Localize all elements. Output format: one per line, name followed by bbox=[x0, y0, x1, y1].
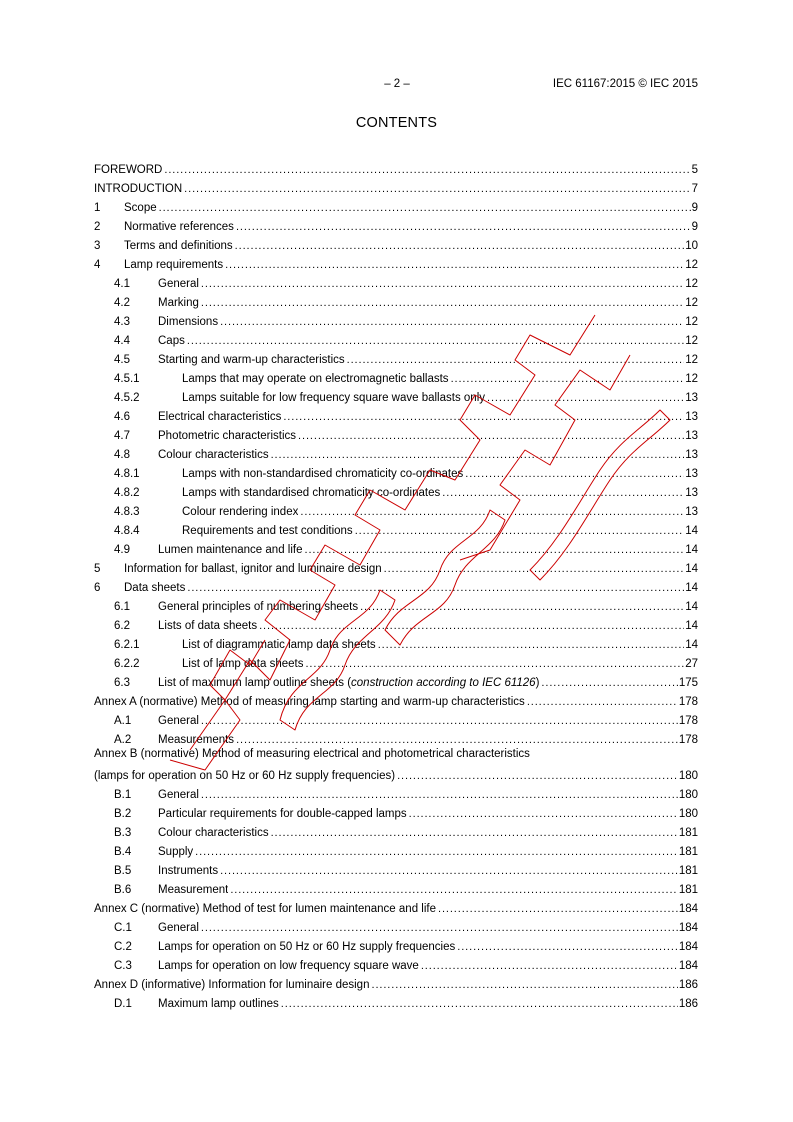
toc-leader-dots bbox=[360, 600, 684, 613]
toc-entry-title: General principles of numbering sheets bbox=[158, 601, 359, 613]
toc-entry-page: 27 bbox=[685, 658, 698, 670]
toc-entry-number: 1 bbox=[94, 202, 101, 214]
toc-entry[interactable] bbox=[94, 233, 698, 252]
toc-entry-page: 14 bbox=[685, 620, 698, 632]
toc-entry-title: Lamps for operation on 50 Hz or 60 Hz supply frequencies bbox=[158, 941, 456, 953]
toc-entry-title: Starting and warm-up characteristics bbox=[158, 354, 345, 366]
toc-entry-title: INTRODUCTION bbox=[94, 183, 183, 195]
toc-leader-dots bbox=[421, 959, 678, 972]
toc-leader-dots bbox=[409, 807, 678, 820]
toc-leader-dots bbox=[487, 391, 684, 404]
toc-entry-page: 13 bbox=[685, 449, 698, 461]
toc-leader-dots bbox=[527, 695, 678, 708]
toc-entry-page: 12 bbox=[685, 316, 698, 328]
toc-entry-page: 180 bbox=[678, 770, 698, 782]
toc-entry-number: 4.8 bbox=[114, 449, 130, 461]
toc-entry-number: B.5 bbox=[114, 865, 132, 877]
toc-entry[interactable] bbox=[94, 404, 698, 423]
toc-entry-title: Maximum lamp outlines bbox=[158, 998, 279, 1010]
toc-entry-page: 181 bbox=[678, 846, 698, 858]
toc-entry-title: Requirements and test conditions bbox=[182, 525, 353, 537]
toc-entry-number: 6.2.2 bbox=[114, 658, 140, 670]
toc-entry[interactable] bbox=[94, 347, 698, 366]
toc-entry[interactable] bbox=[94, 651, 698, 670]
toc-entry-title: Annex B (normative) Method of measuring electrical and photometrical characteristics bbox=[94, 748, 530, 760]
toc-entry-title: Information for ballast, ignitor and luminaire design bbox=[124, 563, 382, 575]
toc-entry-page: 180 bbox=[678, 808, 698, 820]
toc-entry-number: 4.9 bbox=[114, 544, 130, 556]
toc-entry-page: 13 bbox=[685, 506, 698, 518]
toc-entry-title: Instruments bbox=[158, 865, 219, 877]
toc-leader-dots bbox=[271, 826, 678, 839]
toc-entry[interactable] bbox=[94, 461, 698, 480]
toc-leader-dots bbox=[187, 581, 684, 594]
toc-entry-number: D.1 bbox=[114, 998, 132, 1010]
toc-entry-page: 181 bbox=[678, 865, 698, 877]
toc-entry-title: List of lamp data sheets bbox=[182, 658, 304, 670]
toc-entry-page: 12 bbox=[685, 278, 698, 290]
toc-entry[interactable] bbox=[94, 801, 698, 820]
toc-entry-number: C.3 bbox=[114, 960, 132, 972]
toc-entry-number: 4.5 bbox=[114, 354, 130, 366]
toc-leader-dots bbox=[298, 429, 684, 442]
toc-entry-number: 3 bbox=[94, 240, 101, 252]
toc-entry-title: General bbox=[158, 715, 199, 727]
toc-entry-title: Terms and definitions bbox=[124, 240, 233, 252]
toc-entry-title-italic: construction according to IEC 61126 bbox=[351, 677, 536, 689]
toc-entry-page: 13 bbox=[685, 487, 698, 499]
toc-entry-number: B.2 bbox=[114, 808, 132, 820]
toc-entry-number: B.6 bbox=[114, 884, 132, 896]
toc-entry-title: Electrical characteristics bbox=[158, 411, 282, 423]
toc-entry[interactable] bbox=[94, 176, 698, 195]
toc-entry-number: A.1 bbox=[114, 715, 132, 727]
toc-entry-number: B.3 bbox=[114, 827, 132, 839]
header-page-number: – 2 – bbox=[384, 78, 410, 90]
toc-leader-dots bbox=[371, 978, 677, 991]
toc-entry[interactable] bbox=[94, 157, 698, 176]
toc-entry-title: Annex A (normative) Method of measuring lamp starting and warm-up characteristics bbox=[94, 696, 525, 708]
toc-entry-page: 184 bbox=[678, 922, 698, 934]
toc-entry-number: 4 bbox=[94, 259, 101, 271]
toc-entry-page: 10 bbox=[685, 240, 698, 252]
toc-leader-dots bbox=[184, 182, 690, 195]
toc-entry[interactable] bbox=[94, 746, 698, 782]
toc-leader-dots bbox=[397, 769, 678, 782]
toc-entry-page: 9 bbox=[691, 202, 698, 214]
toc-entry[interactable] bbox=[94, 877, 698, 896]
toc-leader-dots bbox=[187, 334, 684, 347]
toc-entry[interactable] bbox=[94, 708, 698, 727]
toc-entry-title: List of diagrammatic lamp data sheets bbox=[182, 639, 376, 651]
toc-entry-title: General bbox=[158, 789, 199, 801]
toc-entry-page: 178 bbox=[678, 715, 698, 727]
toc-entry[interactable] bbox=[94, 309, 698, 328]
toc-leader-dots bbox=[384, 562, 685, 575]
toc-entry-page: 14 bbox=[685, 544, 698, 556]
toc-entry[interactable] bbox=[94, 594, 698, 613]
toc-entry-title: Photometric characteristics bbox=[158, 430, 297, 442]
toc-entry[interactable] bbox=[94, 271, 698, 290]
toc-entry-page: 14 bbox=[685, 582, 698, 594]
toc-entry-title: Supply bbox=[158, 846, 194, 858]
toc-leader-dots bbox=[259, 619, 684, 632]
toc-entry-page: 14 bbox=[685, 525, 698, 537]
toc-entry-page: 181 bbox=[678, 884, 698, 896]
toc-entry[interactable] bbox=[94, 839, 698, 858]
toc-entry-number: 6 bbox=[94, 582, 101, 594]
toc-entry[interactable] bbox=[94, 820, 698, 839]
contents-heading: CONTENTS bbox=[355, 115, 438, 131]
toc-entry-number: 4.8.1 bbox=[114, 468, 140, 480]
toc-entry-title-end: ) bbox=[535, 677, 540, 689]
toc-leader-dots bbox=[300, 505, 684, 518]
toc-entry-page: 13 bbox=[685, 468, 698, 480]
toc-entry-page: 5 bbox=[691, 164, 698, 176]
toc-entry-title: Dimensions bbox=[158, 316, 219, 328]
toc-leader-dots bbox=[201, 296, 684, 309]
toc-entry-title-start: List of maximum lamp outline sheets ( bbox=[158, 677, 352, 689]
toc-entry-title: Colour characteristics bbox=[158, 827, 269, 839]
toc-entry-number: B.1 bbox=[114, 789, 132, 801]
toc-entry[interactable] bbox=[94, 991, 698, 1010]
toc-entry-title: Colour rendering index bbox=[182, 506, 299, 518]
toc-entry-number: C.1 bbox=[114, 922, 132, 934]
toc-entry-title: Lists of data sheets bbox=[158, 620, 258, 632]
toc-entry-page: 12 bbox=[685, 373, 698, 385]
table-of-contents bbox=[94, 157, 698, 1010]
toc-entry-title: Data sheets bbox=[124, 582, 186, 594]
toc-entry-title-continued: (lamps for operation on 50 Hz or 60 Hz supply frequencies) bbox=[94, 770, 396, 782]
toc-entry-title: Annex D (informative) Information for luminaire design bbox=[94, 979, 370, 991]
toc-entry-title bbox=[158, 677, 539, 689]
toc-entry[interactable] bbox=[94, 518, 698, 537]
toc-entry-title: Measurements bbox=[158, 734, 235, 746]
toc-entry-title: Colour characteristics bbox=[158, 449, 269, 461]
toc-entry[interactable] bbox=[94, 252, 698, 271]
toc-entry-number: 2 bbox=[94, 221, 101, 233]
toc-leader-dots bbox=[235, 239, 685, 252]
toc-leader-dots bbox=[201, 921, 678, 934]
toc-entry-number: 4.8.4 bbox=[114, 525, 140, 537]
toc-leader-dots bbox=[465, 467, 684, 480]
toc-entry-title: Lamps with non-standardised chromaticity co-ordinates bbox=[182, 468, 464, 480]
toc-entry[interactable] bbox=[94, 972, 698, 991]
toc-entry-page: 14 bbox=[685, 563, 698, 575]
toc-entry-number: 6.2 bbox=[114, 620, 130, 632]
toc-entry-page: 14 bbox=[685, 639, 698, 651]
toc-entry[interactable] bbox=[94, 689, 698, 708]
toc-entry-title: Lamp requirements bbox=[124, 259, 224, 271]
toc-entry-page: 12 bbox=[685, 297, 698, 309]
toc-entry-title: General bbox=[158, 278, 199, 290]
toc-entry-page: 14 bbox=[685, 601, 698, 613]
toc-entry-number: 4.2 bbox=[114, 297, 130, 309]
toc-leader-dots bbox=[220, 864, 678, 877]
toc-entry-page: 186 bbox=[678, 998, 698, 1010]
toc-entry[interactable] bbox=[94, 290, 698, 309]
toc-entry-title: Marking bbox=[158, 297, 199, 309]
toc-entry-title: General bbox=[158, 922, 199, 934]
toc-leader-dots bbox=[236, 220, 691, 233]
toc-entry[interactable] bbox=[94, 727, 698, 746]
toc-entry[interactable] bbox=[94, 915, 698, 934]
toc-entry[interactable] bbox=[94, 499, 698, 518]
toc-entry-title: Lamps for operation on low frequency square wave bbox=[158, 960, 419, 972]
toc-entry[interactable] bbox=[94, 385, 698, 404]
toc-entry[interactable] bbox=[94, 366, 698, 385]
toc-entry-number: 4.5.1 bbox=[114, 373, 140, 385]
toc-leader-dots bbox=[442, 486, 684, 499]
toc-leader-dots bbox=[305, 543, 685, 556]
toc-entry-title: Lamps that may operate on electromagnetic ballasts bbox=[182, 373, 449, 385]
toc-leader-dots bbox=[201, 277, 684, 290]
toc-leader-dots bbox=[201, 788, 678, 801]
toc-entry-title: Measurement bbox=[158, 884, 229, 896]
toc-entry-page: 13 bbox=[685, 392, 698, 404]
toc-leader-dots bbox=[355, 524, 685, 537]
toc-entry-page: 12 bbox=[685, 335, 698, 347]
toc-entry-number: 4.8.3 bbox=[114, 506, 140, 518]
toc-entry[interactable] bbox=[94, 953, 698, 972]
toc-entry-page: 178 bbox=[678, 696, 698, 708]
toc-entry-number: 4.3 bbox=[114, 316, 130, 328]
toc-entry-title: FOREWORD bbox=[94, 164, 163, 176]
toc-entry-number: 4.8.2 bbox=[114, 487, 140, 499]
toc-entry[interactable] bbox=[94, 423, 698, 442]
toc-entry[interactable] bbox=[94, 934, 698, 953]
toc-entry-page: 180 bbox=[678, 789, 698, 801]
toc-entry[interactable] bbox=[94, 328, 698, 347]
toc-entry-page: 184 bbox=[678, 960, 698, 972]
toc-entry-page: 184 bbox=[678, 941, 698, 953]
toc-leader-dots bbox=[225, 258, 684, 271]
toc-leader-dots bbox=[281, 997, 678, 1010]
toc-entry-number: 6.2.1 bbox=[114, 639, 140, 651]
toc-entry-page: 181 bbox=[678, 827, 698, 839]
toc-leader-dots bbox=[164, 163, 690, 176]
toc-entry-number: 6.3 bbox=[114, 677, 130, 689]
toc-entry[interactable] bbox=[94, 480, 698, 499]
toc-entry-title: Caps bbox=[158, 335, 185, 347]
toc-entry-number: A.2 bbox=[114, 734, 132, 746]
toc-entry-page: 178 bbox=[678, 734, 698, 746]
toc-entry-number: 4.4 bbox=[114, 335, 130, 347]
toc-leader-dots bbox=[236, 733, 678, 746]
toc-leader-dots bbox=[201, 714, 678, 727]
toc-entry-number: 4.5.2 bbox=[114, 392, 140, 404]
toc-entry[interactable] bbox=[94, 442, 698, 461]
toc-entry-number: 6.1 bbox=[114, 601, 130, 613]
toc-entry-title: Particular requirements for double-capped lamps bbox=[158, 808, 407, 820]
header-standard-reference: IEC 61167:2015 © IEC 2015 bbox=[552, 78, 698, 90]
toc-entry-title: Normative references bbox=[124, 221, 234, 233]
toc-leader-dots bbox=[541, 676, 677, 689]
toc-leader-dots bbox=[283, 410, 684, 423]
toc-leader-dots bbox=[305, 657, 684, 670]
toc-entry[interactable] bbox=[94, 632, 698, 651]
toc-entry-number: 4.7 bbox=[114, 430, 130, 442]
toc-leader-dots bbox=[159, 201, 691, 214]
toc-entry-title: Annex C (normative) Method of test for lumen maintenance and life bbox=[94, 903, 436, 915]
toc-entry-page: 184 bbox=[678, 903, 698, 915]
toc-entry-page: 13 bbox=[685, 430, 698, 442]
toc-entry-number: B.4 bbox=[114, 846, 132, 858]
toc-entry[interactable] bbox=[94, 214, 698, 233]
toc-entry[interactable] bbox=[94, 195, 698, 214]
toc-leader-dots bbox=[457, 940, 678, 953]
toc-entry-page: 12 bbox=[685, 259, 698, 271]
toc-entry[interactable] bbox=[94, 896, 698, 915]
toc-entry-page: 12 bbox=[685, 354, 698, 366]
toc-entry-title: Lamps suitable for low frequency square wave ballasts only bbox=[182, 392, 485, 404]
toc-entry-page: 175 bbox=[678, 677, 698, 689]
toc-entry[interactable] bbox=[94, 613, 698, 632]
toc-entry[interactable] bbox=[94, 858, 698, 877]
toc-leader-dots bbox=[347, 353, 685, 366]
toc-entry-page: 7 bbox=[691, 183, 698, 195]
toc-leader-dots bbox=[220, 315, 684, 328]
toc-entry[interactable] bbox=[94, 670, 698, 689]
toc-entry-number: C.2 bbox=[114, 941, 132, 953]
toc-entry-title: Lumen maintenance and life bbox=[158, 544, 303, 556]
toc-entry-number: 4.1 bbox=[114, 278, 130, 290]
toc-entry[interactable] bbox=[94, 782, 698, 801]
toc-leader-dots bbox=[195, 845, 678, 858]
toc-entry-number: 5 bbox=[94, 563, 101, 575]
toc-leader-dots bbox=[451, 372, 685, 385]
toc-leader-dots bbox=[378, 638, 685, 651]
toc-entry-title: Scope bbox=[124, 202, 157, 214]
toc-entry-title: Lamps with standardised chromaticity co-ordinates bbox=[182, 487, 441, 499]
toc-entry[interactable] bbox=[94, 575, 698, 594]
toc-entry[interactable] bbox=[94, 556, 698, 575]
toc-leader-dots bbox=[271, 448, 685, 461]
toc-entry[interactable] bbox=[94, 537, 698, 556]
toc-entry-number: 4.6 bbox=[114, 411, 130, 423]
toc-leader-dots bbox=[438, 902, 678, 915]
toc-entry-page: 9 bbox=[691, 221, 698, 233]
toc-entry-page: 13 bbox=[685, 411, 698, 423]
toc-entry-page: 186 bbox=[678, 979, 698, 991]
toc-leader-dots bbox=[230, 883, 678, 896]
